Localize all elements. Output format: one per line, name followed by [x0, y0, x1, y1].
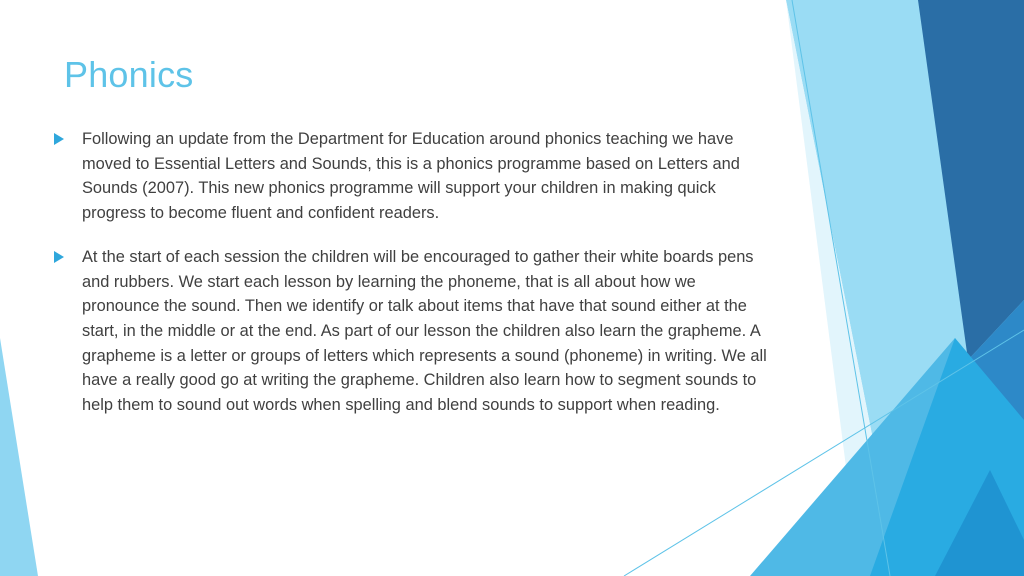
bullet-text: At the start of each session the children will be encouraged to gather their white boards pens and rubbers. We start each lesson by learning the phoneme, that is all about how we pronounce the sound. Then we identify or talk about items that have that sound either at the start, in the middle or at the end. As part of our lesson the children also learn the grapheme. A grapheme is a letter or groups of letters which represents a sound (phoneme) in writing. We all have a really good go at writing the grapheme. Children also learn how to segment sounds to help them to sound out words when spelling and blend sounds to support when reading.	[82, 247, 767, 415]
triangle-right-icon	[54, 133, 64, 145]
left-accent-shape	[0, 338, 38, 576]
bullet-text: Following an update from the Department for Education around phonics teaching we have moved to Essential Letters and Sounds, this is a phonics programme based on Letters and Sounds (2007). This new phonics programme will support your children in making quick progress to become fluent and confident readers.	[82, 130, 740, 223]
slide-title: Phonics	[64, 54, 194, 95]
bullet-item	[52, 245, 772, 418]
bullet-list	[52, 127, 772, 437]
triangle-right-icon	[54, 251, 64, 263]
bullet-item	[52, 127, 772, 226]
